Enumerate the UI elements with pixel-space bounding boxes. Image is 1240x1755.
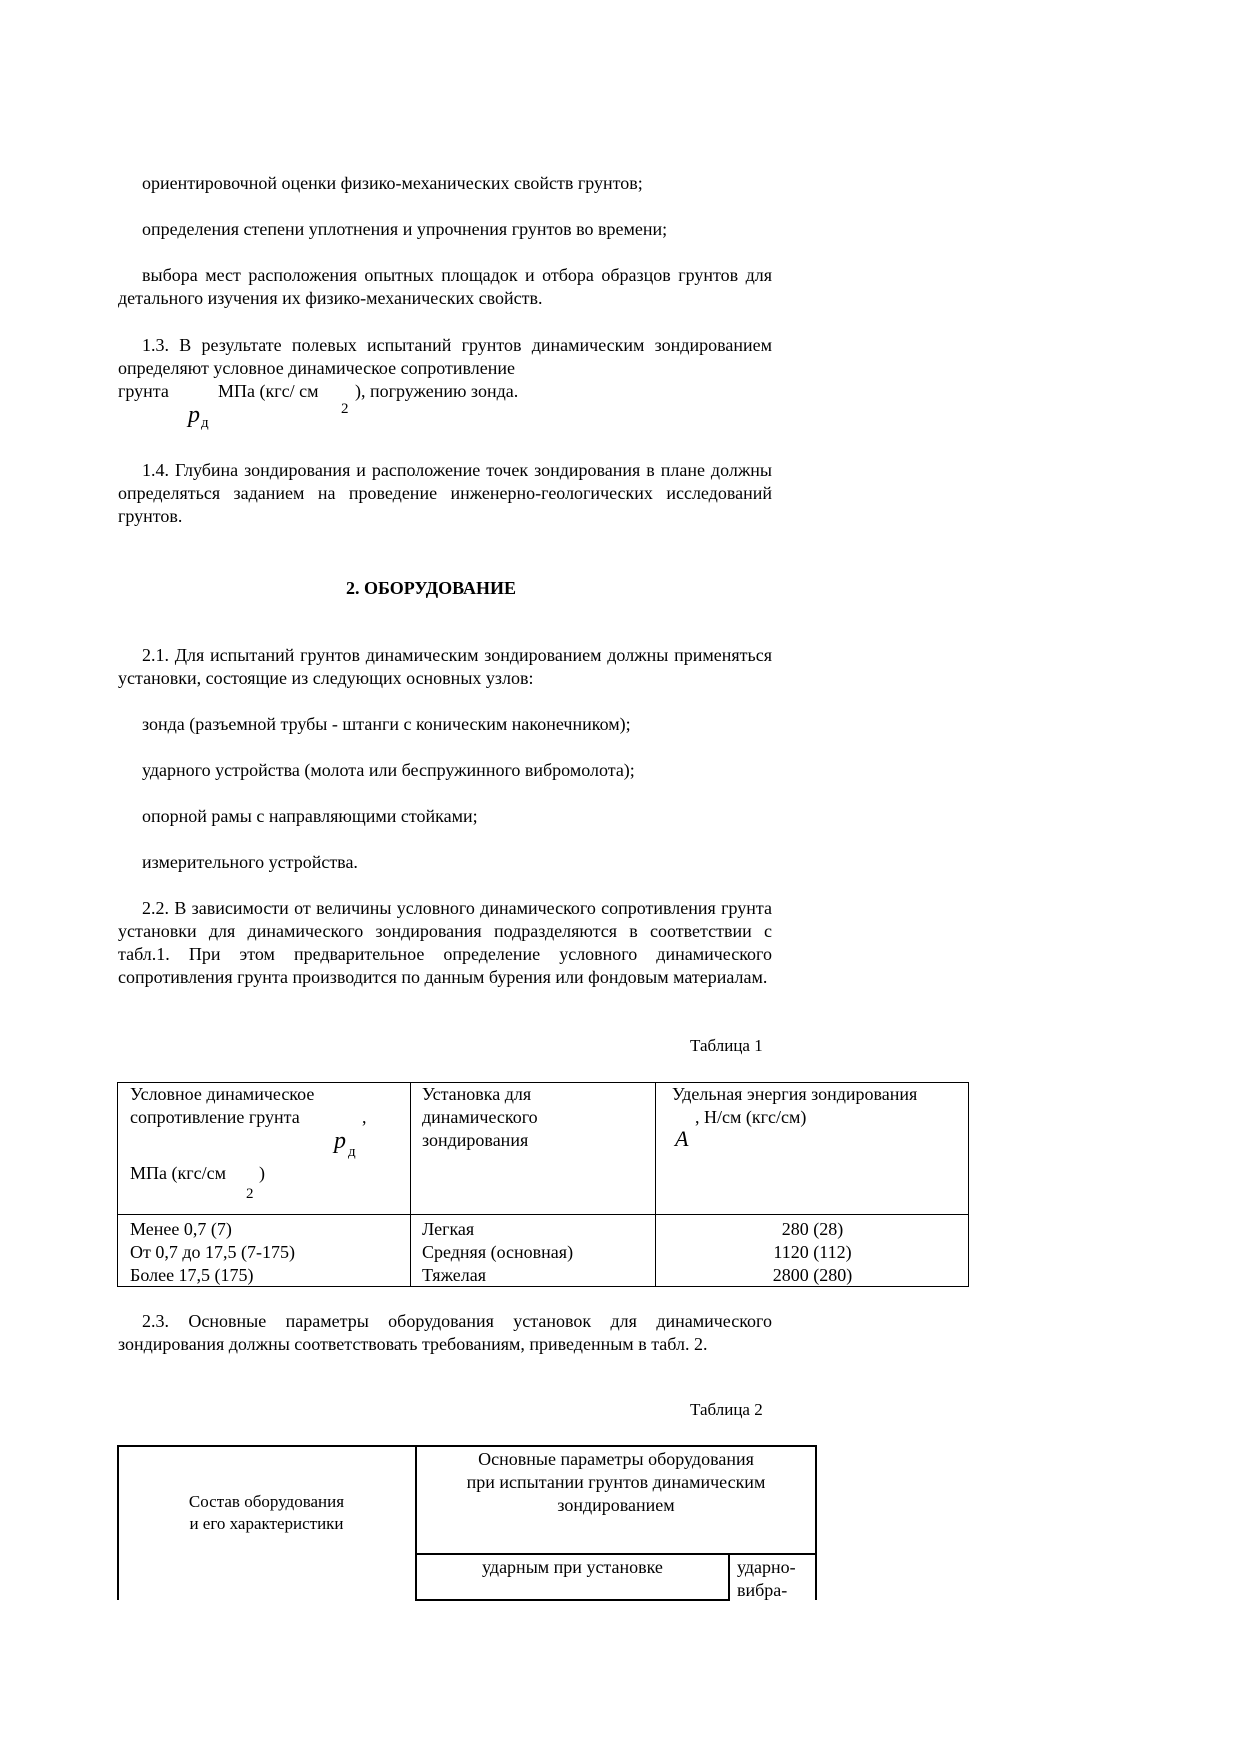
- t1-r3-c3: 2800 (280): [772, 1265, 853, 1285]
- paragraph-4: 1.3. В результате полевых испытаний грунтов динамическим зондированием определяют условное динамическое сопротивление: [118, 335, 772, 378]
- t2-subheader-top: [415, 1553, 817, 1555]
- t1-h2-line2: динамического: [422, 1107, 538, 1127]
- t2-top-header: [417, 1448, 815, 1517]
- t1-r1-c2: Легкая: [422, 1219, 475, 1239]
- t1-r2-c1: От 0,7 до 17,5 (7-175): [130, 1242, 296, 1262]
- t2-sub-1: ударным при установке: [482, 1557, 663, 1577]
- t1-r1-c3: 280 (28): [781, 1219, 844, 1239]
- p4-tail: ), погружению зонда.: [355, 381, 519, 401]
- t1-h1-close: ): [259, 1163, 265, 1183]
- t2-top-border: [117, 1445, 817, 1447]
- paragraph-7: зонда (разъемной трубы - штанги с коническим наконечником);: [142, 714, 631, 734]
- paragraph-8: ударного устройства (молота или беспружинного вибромолота);: [142, 760, 635, 780]
- paragraph-10: измерительного устройства.: [142, 852, 358, 872]
- t2-left-line2: и его характеристики: [189, 1514, 344, 1533]
- t2-sub-2: [737, 1556, 796, 1602]
- table-1-header-divider: [118, 1214, 968, 1215]
- t2-left-header: [118, 1491, 415, 1535]
- paragraph-9: опорной рамы с направляющими стойками;: [142, 806, 478, 826]
- t2-subheader-bottom: [415, 1599, 730, 1601]
- t2-left-line1: Состав оборудования: [188, 1492, 345, 1511]
- p4-symbol: p: [188, 402, 200, 428]
- t2-sub2-line2: вибра-: [737, 1580, 788, 1600]
- paragraph-3: выбора мест расположения опытных площадок и отбора образцов грунтов для детального изучения их физико-механических свойств.: [118, 265, 772, 308]
- paragraph-11: 2.2. В зависимости от величины условного динамического сопротивления грунта установки для динамического зондирования подразделяются в соответствии с табл.1. При этом предварительное определение условного динамического сопротивления грунта производится по данным бурения или фондовым материалам.: [118, 898, 772, 987]
- t1-h1-line3: МПа (кгс/см: [130, 1163, 226, 1183]
- t1-h3-line2: , Н/см (кгс/см): [695, 1107, 807, 1127]
- t2-top-line2: при испытании грунтов динамическим: [466, 1472, 766, 1492]
- t1-r3-c2: Тяжелая: [422, 1265, 487, 1285]
- p4-word-grunta: грунта: [118, 381, 169, 401]
- section-heading: 2. ОБОРУДОВАНИЕ: [346, 578, 516, 598]
- paragraph-5: 1.4. Глубина зондирования и расположение точек зондирования в плане должны определяться заданием на проведение инженерно-геологических исследований грунтов.: [118, 460, 772, 526]
- p4-symbol-sub: д: [201, 415, 209, 431]
- p4-superscript: 2: [341, 401, 349, 417]
- t2-top-line1: Основные параметры оборудования: [478, 1449, 754, 1469]
- table-1-divider-2: [655, 1083, 656, 1286]
- t1-r2-c3: 1120 (112): [773, 1242, 852, 1262]
- t1-h2-line3: зондирования: [422, 1130, 529, 1150]
- t2-sub2-line1: ударно-: [737, 1557, 796, 1577]
- t1-r2-c2: Средняя (основная): [422, 1242, 574, 1262]
- t1-h1-symbol-sub: д: [348, 1144, 356, 1160]
- t1-h3-symbol: A: [675, 1126, 689, 1151]
- t1-h1-line2: сопротивление грунта: [130, 1107, 300, 1127]
- paragraph-12: 2.3. Основные параметры оборудования установок для динамического зондирования должны соответствовать требованиям, приведенным в табл. 2.: [118, 1311, 772, 1354]
- paragraph-6: 2.1. Для испытаний грунтов динамическим зондированием должны применяться установки, состоящие из следующих основных узлов:: [118, 645, 772, 688]
- t2-right-border: [815, 1445, 817, 1600]
- t1-h3-line1: Удельная энергия зондирования: [672, 1084, 918, 1104]
- t1-h1-symbol: p: [334, 1128, 346, 1154]
- t1-h1-sup: 2: [246, 1186, 254, 1202]
- t1-r1-c1: Менее 0,7 (7): [130, 1219, 232, 1239]
- t2-top-line3: зондированием: [557, 1495, 675, 1515]
- paragraph-2: определения степени уплотнения и упрочнения грунтов во времени;: [142, 219, 668, 239]
- p4-units: [218, 380, 319, 403]
- paragraph-4-line-2: [118, 380, 169, 403]
- paragraph-1: ориентировочной оценки физико-механических свойств грунтов;: [142, 173, 643, 193]
- table-1: [117, 1082, 969, 1287]
- table-2-caption: Таблица 2: [690, 1400, 763, 1419]
- t1-h1-comma: ,: [362, 1107, 367, 1127]
- t1-h2-line1: Установка для: [422, 1084, 532, 1104]
- table-1-caption: Таблица 1: [690, 1036, 763, 1055]
- t1-h1-line1: Условное динамическое: [130, 1084, 315, 1104]
- p4-units-text: МПа (кгс/ см: [218, 381, 319, 401]
- t2-divider-2: [728, 1553, 730, 1600]
- table-1-divider-1: [410, 1083, 411, 1286]
- t1-r3-c1: Более 17,5 (175): [130, 1265, 254, 1285]
